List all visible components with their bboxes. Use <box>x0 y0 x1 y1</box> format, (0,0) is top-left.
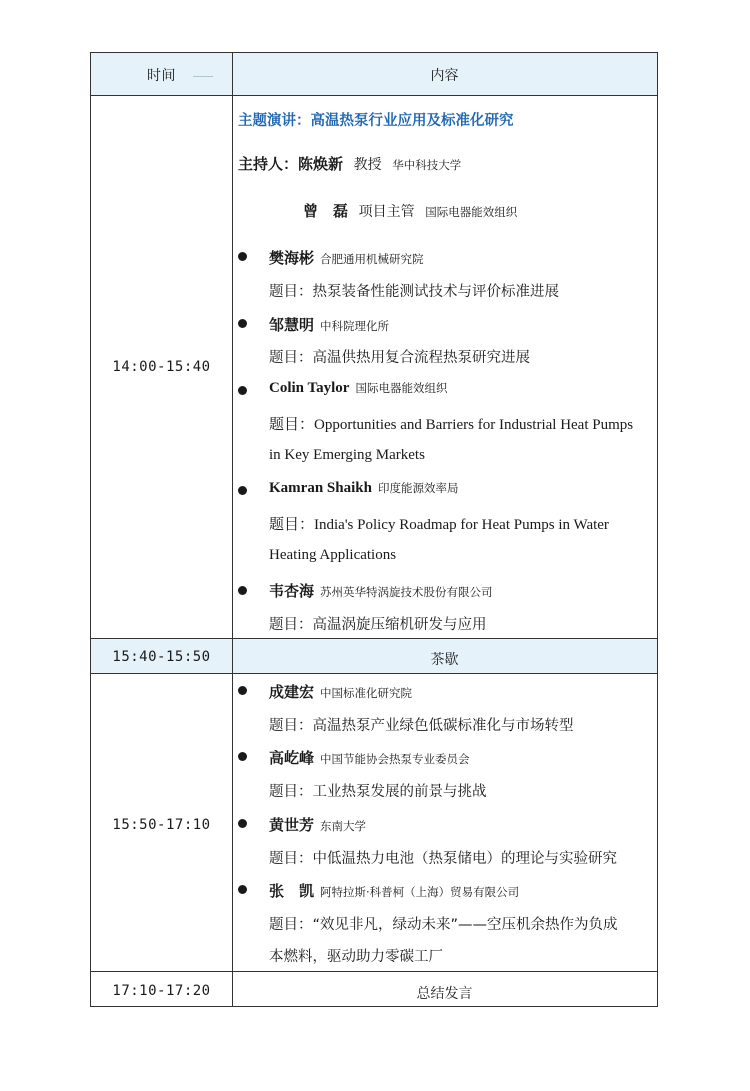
speaker-2 <box>269 314 389 335</box>
speaker-4-topic: 题目：India's Policy Roadmap for Heat Pumps in Water <box>269 517 609 533</box>
session1-topic: 主题演讲：高温热泵行业应用及标准化研究 <box>238 113 514 129</box>
s2-speaker-2-topic: 题目：工业热泵发展的前景与挑战 <box>269 784 487 800</box>
speaker-org: 中国节能协会热泵专业委员会 <box>320 752 470 766</box>
header-content: 内容 <box>430 68 459 84</box>
break-label: 茶歇 <box>430 652 459 668</box>
speaker-3 <box>269 380 447 397</box>
host2-title: 项目主管 <box>358 204 415 220</box>
host2-org: 国际电器能效组织 <box>425 205 518 219</box>
bullet-icon <box>238 819 247 828</box>
host1-name: 陈焕新 <box>298 155 344 173</box>
bullet-icon <box>238 686 247 695</box>
header-underline-mark <box>193 76 213 77</box>
session1-host2 <box>303 204 517 220</box>
host1-title: 教授 <box>353 157 382 173</box>
speaker-org: 合肥通用机械研究院 <box>320 252 424 266</box>
speaker-org: 中国标准化研究院 <box>320 686 413 700</box>
speaker-name: 张 凯 <box>269 882 315 900</box>
speaker-5-topic: 题目：高温涡旋压缩机研发与应用 <box>269 617 487 633</box>
bullet-icon <box>238 885 247 894</box>
speaker-4-topic-cont: Heating Applications <box>269 547 397 563</box>
speaker-org: 印度能源效率局 <box>377 481 459 495</box>
s2-speaker-1 <box>269 681 412 702</box>
speaker-org: 东南大学 <box>320 819 367 833</box>
bullet-icon <box>238 486 247 495</box>
speaker-name: Colin Taylor <box>269 380 350 396</box>
speaker-name: 邹慧明 <box>269 316 315 334</box>
header-time: 时间 <box>147 68 176 84</box>
speaker-name: 成建宏 <box>269 683 315 701</box>
speaker-1-topic: 题目：热泵装备性能测试技术与评价标准进展 <box>269 284 559 300</box>
s2-speaker-4-topic: 题目：“效见非凡，绿动未来”——空压机余热作为负成 <box>269 917 618 933</box>
speaker-org: 阿特拉斯·科普柯（上海）贸易有限公司 <box>320 885 520 899</box>
host2-name: 曾 磊 <box>303 202 349 220</box>
closing-time: 17:10-17:20 <box>112 983 211 999</box>
speaker-3-topic-cont: in Key Emerging Markets <box>269 447 425 463</box>
bullet-icon <box>238 752 247 761</box>
bullet-icon <box>238 252 247 261</box>
bullet-icon <box>238 586 247 595</box>
break-time: 15:40-15:50 <box>112 649 211 665</box>
s2-speaker-3-topic: 题目：中低温热力电池（热泵储电）的理论与实验研究 <box>269 851 617 867</box>
s2-speaker-2 <box>269 747 470 768</box>
bullet-icon <box>238 386 247 395</box>
bullet-icon <box>238 319 247 328</box>
speaker-3-topic: 题目：Opportunities and Barriers for Industrial Heat Pumps <box>269 417 634 433</box>
speaker-name: 高屹峰 <box>269 749 315 767</box>
s2-speaker-1-topic: 题目：高温热泵产业绿色低碳标准化与市场转型 <box>269 718 574 734</box>
session1-host1 <box>238 157 461 173</box>
speaker-name: Kamran Shaikh <box>269 480 372 496</box>
s2-speaker-4 <box>269 880 519 901</box>
speaker-name: 黄世芳 <box>269 816 315 834</box>
speaker-5 <box>269 580 493 601</box>
speaker-name: 樊海彬 <box>269 249 315 267</box>
speaker-1 <box>269 247 424 268</box>
speaker-4 <box>269 480 458 497</box>
session1-time: 14:00-15:40 <box>112 359 211 375</box>
host-label: 主持人： <box>238 155 299 173</box>
speaker-org: 中科院理化所 <box>320 319 390 333</box>
session2-time: 15:50-17:10 <box>112 817 211 833</box>
closing-label: 总结发言 <box>416 986 473 1002</box>
s2-speaker-4-topic-cont: 本燃料，驱动助力零碳工厂 <box>269 949 443 965</box>
host1-org: 华中科技大学 <box>392 158 462 172</box>
s2-speaker-3 <box>269 814 366 835</box>
speaker-2-topic: 题目：高温供热用复合流程热泵研究进展 <box>269 350 530 366</box>
speaker-org: 国际电器能效组织 <box>355 381 448 395</box>
speaker-org: 苏州英华特涡旋技术股份有限公司 <box>320 585 493 599</box>
speaker-name: 韦杏海 <box>269 582 315 600</box>
